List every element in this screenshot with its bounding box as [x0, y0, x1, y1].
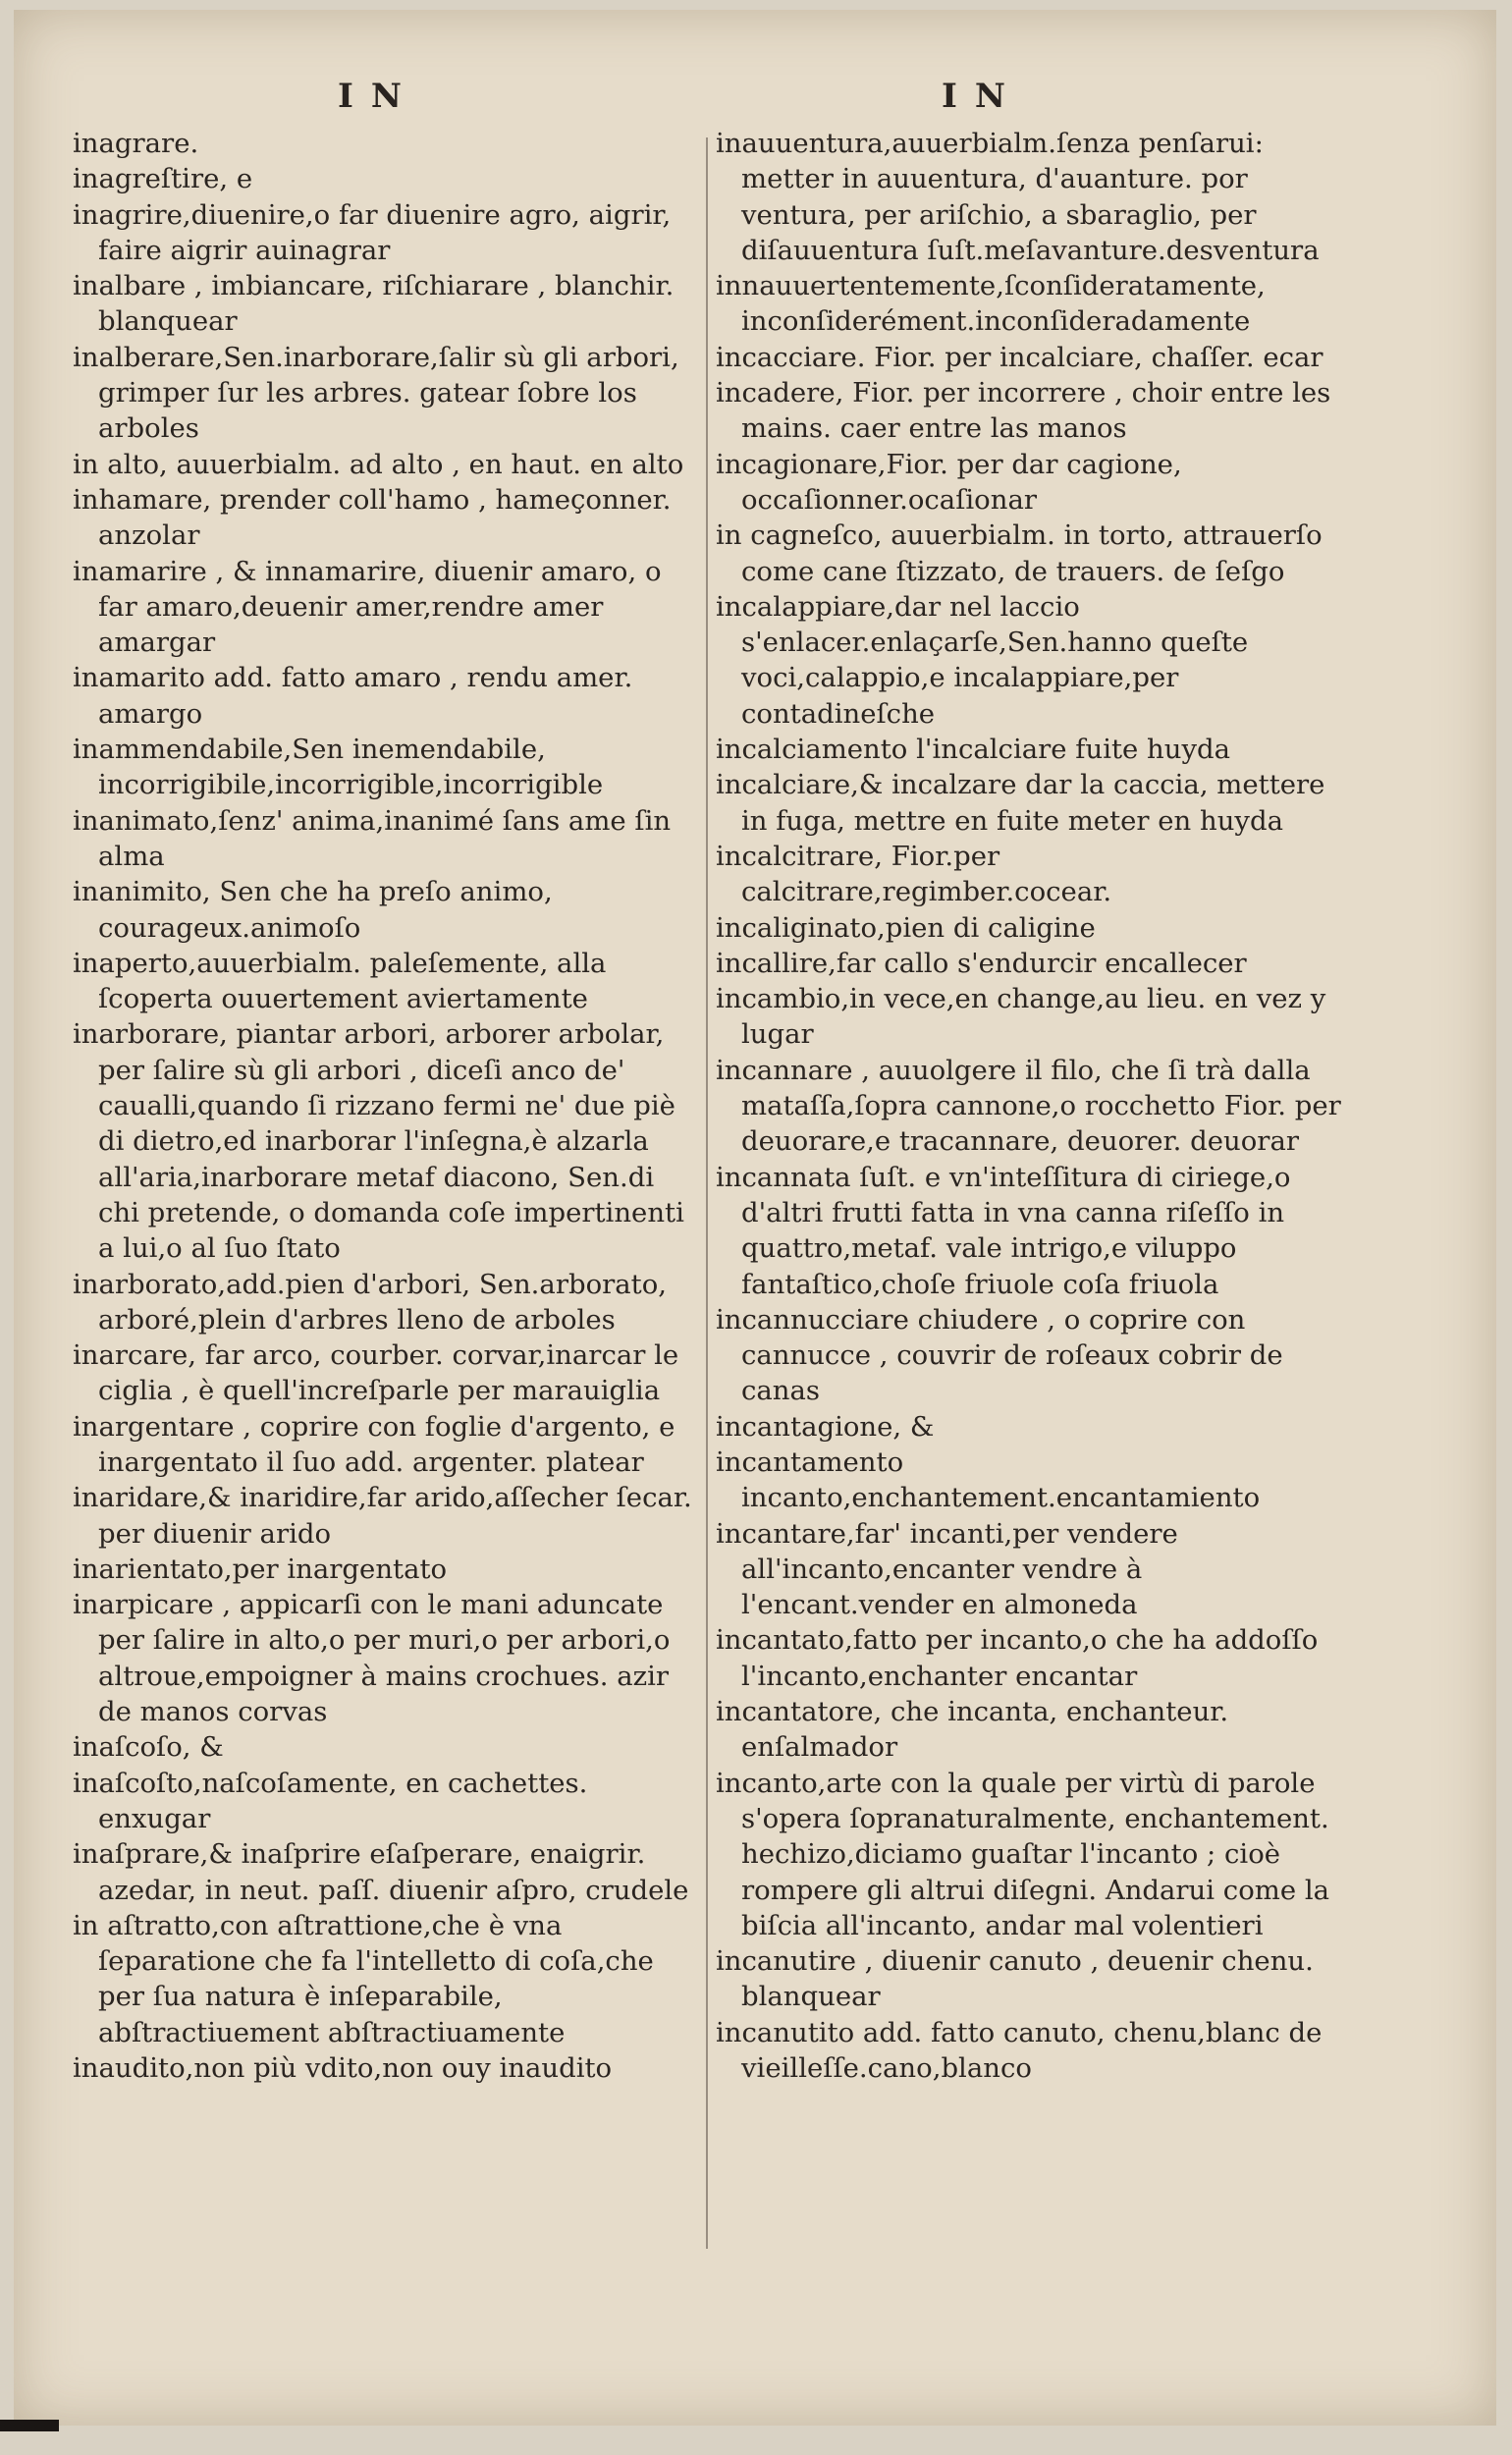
dictionary-entry: inaſcoſto,naſcoſamente, en cachettes. enxugar — [73, 1767, 588, 1834]
dictionary-entry: incacciare. Fior. per incalciare, chaſſer. ecar — [716, 341, 1323, 373]
dictionary-entry: incantatore, che incanta, enchanteur. enſalmador — [716, 1696, 1229, 1764]
dictionary-entry: incagionare,Fior. per dar cagione, occaſionner.ocaſionar — [716, 448, 1182, 516]
left-page-header: IN — [338, 77, 419, 116]
right-entry-list — [716, 126, 1344, 2086]
dictionary-entry: inalbare , imbiancare, riſchiarare , blanchir. blanquear — [73, 270, 675, 338]
dictionary-entry: inarcare, far arco, courber. corvar,inarcar le ciglia , è quell'increſparle per marauiglia — [73, 1339, 679, 1407]
dictionary-entry: in alto, auuerbialm. ad alto , en haut. en alto — [73, 448, 684, 480]
dictionary-entry: inalberare,Sen.inarborare,ſalir sù gli arbori, grimper ſur les arbres. gatear ſobre los arboles — [73, 341, 679, 445]
dictionary-entry: incaliginato,pien di caligine — [716, 911, 1096, 944]
dictionary-entry: inarpicare , appicarſi con le mani aduncate per ſalire in alto,o per muri,o per arbori,o altroue,empoigner à mains crochues. azir de manos corvas — [73, 1589, 671, 1728]
dictionary-entry: incannucciare chiudere , o coprire con cannucce , couvrir de roſeaux cobrir de canas — [716, 1303, 1283, 1407]
dictionary-entry: incantagione, & — [716, 1410, 935, 1443]
dictionary-entry: in aſtratto,con aſtrattione,che è vna ſeparatione che fa l'intelletto di coſa,che per ſua natura è inſeparabile, abſtractiuement abſtractiuamente — [73, 1909, 654, 2048]
dictionary-entry: inauuentura,auuerbialm.ſenza penſarui: metter in auuentura, d'auanture. por ventura, per ariſchio, a sbaraglio, per diſauuentura ſuſt.meſavanture.desventura — [716, 128, 1320, 266]
page-edge-mark — [0, 2420, 59, 2431]
column-divider — [706, 137, 708, 2249]
dictionary-entry: incalcitrare, Fior.per calcitrare,regimber.cocear. — [716, 840, 1112, 908]
dictionary-entry: incanto,arte con la quale per virtù di parole s'opera ſopranaturalmente, enchantement. hechizo,diciamo guaſtar l'incanto ; cioè rompere gli altrui diſegni. Andarui come la biſcia all'incanto, andar mal volentieri — [716, 1767, 1330, 1941]
dictionary-entry: incantamento incanto,enchantement.encantamiento — [716, 1446, 1261, 1514]
right-column — [716, 10, 1344, 2426]
dictionary-entry: incannata ſuſt. e vn'inteſſitura di ciriege,o d'altri frutti fatta in vna canna riſeſſo in quattro,metaf. vale intrigo,e viluppo fantaſtico,choſe friuole coſa friuola — [716, 1161, 1291, 1300]
dictionary-entry: in cagneſco, auuerbialm. in torto, attrauerſo come cane ſtizzato, de trauers. de ſeſgo — [716, 519, 1323, 587]
dictionary-entry: innauuertentemente,ſconſideratamente, inconſiderément.inconſideradamente — [716, 270, 1266, 338]
dictionary-entry: inarientato,per inargentato — [73, 1553, 448, 1585]
dictionary-entry: inammendabile,Sen inemendabile, incorrigibile,incorrigible,incorrigible — [73, 734, 604, 801]
dictionary-entry: inarborare, piantar arbori, arborer arbolar, per ſalire sù gli arbori , diceſi anco de' caualli,quando ſi rizzano fermi ne' due piè di dietro,ed inarborar l'inſegna,è alzarla all'aria,inarborare metaf diacono, Sen.di chi pretende, o domanda coſe impertinenti a lui,o al ſuo ſtato — [73, 1018, 684, 1265]
dictionary-page — [14, 10, 1496, 2426]
dictionary-entry: inagrare. — [73, 128, 199, 159]
dictionary-entry: inanimato,ſenz' anima,inanimé ſans ame ſin alma — [73, 804, 672, 872]
dictionary-entry: inaperto,auuerbialm. paleſemente, alla ſcoperta ouuertement aviertamente — [73, 947, 607, 1015]
dictionary-entry: inhamare, prender coll'hamo , hameçonner. anzolar — [73, 483, 672, 552]
dictionary-entry: incadere, Fior. per incorrere , choir entre les mains. caer entre las manos — [716, 377, 1331, 445]
dictionary-entry: incanutire , diuenir canuto , deuenir chenu. blanquear — [716, 1945, 1314, 2013]
dictionary-entry: incannare , auuolgere il filo, che ſi trà dalla mataſſa,ſopra cannone,o rocchetto Fior. per deuorare,e tracannare, deuorer. deuorar — [716, 1054, 1341, 1158]
dictionary-entry: inaudito,non più vdito,non ouy inaudito — [73, 2052, 613, 2085]
dictionary-entry: inaſcoſo, & — [73, 1731, 224, 1764]
dictionary-entry: inanimito, Sen che ha preſo animo, courageux.animoſo — [73, 876, 553, 944]
dictionary-entry: incalappiare,dar nel laccio s'enlacer.enlaçarſe,Sen.hanno queſte voci,calappio,e incalappiare,per contadineſche — [716, 590, 1249, 730]
dictionary-entry: incalciare,& incalzare dar la caccia, mettere in fuga, mettre en fuite meter en huyda — [716, 769, 1325, 837]
dictionary-entry: inaſprare,& inaſprire eſaſperare, enaigrir. azedar, in neut. paſſ. diuenir aſpro, crudele — [73, 1838, 689, 1906]
left-column — [73, 10, 701, 2426]
dictionary-entry: inamarire , & innamarire, diuenir amaro, o far amaro,deuenir amer,rendre amer amargar — [73, 555, 662, 659]
left-entry-list — [73, 126, 701, 2086]
dictionary-entry: inargentare , coprire con foglie d'argento, e inargentato il ſuo add. argenter. platear — [73, 1410, 675, 1478]
dictionary-entry: incalciamento l'incalciare fuite huyda — [716, 734, 1231, 766]
dictionary-entry: incanutito add. fatto canuto, chenu,blanc de vieilleſſe.cano,blanco — [716, 2016, 1323, 2085]
right-page-header: IN — [942, 77, 1023, 116]
dictionary-entry: inarborato,add.pien d'arbori, Sen.arborato, arboré,plein d'arbres lleno de arboles — [73, 1268, 668, 1336]
dictionary-entry: incantare,far' incanti,per vendere all'incanto,encanter vendre à l'encant.vender en almoneda — [716, 1517, 1178, 1621]
dictionary-entry: inagrire,diuenire,o far diuenire agro, aigrir, faire aigrir auinagrar — [73, 198, 672, 266]
dictionary-entry: inaridare,& inaridire,far arido,aſſecher ſecar. per diuenir arido — [73, 1482, 692, 1550]
dictionary-entry: incallire,far callo s'endurcir encallecer — [716, 947, 1247, 979]
dictionary-entry: inamarito add. fatto amaro , rendu amer. amargo — [73, 662, 633, 730]
dictionary-entry: inagreſtire, e — [73, 163, 253, 195]
dictionary-entry: incantato,fatto per incanto,o che ha addoſſo l'incanto,enchanter encantar — [716, 1624, 1319, 1692]
dictionary-entry: incambio,in vece,en change,au lieu. en vez y lugar — [716, 983, 1326, 1051]
